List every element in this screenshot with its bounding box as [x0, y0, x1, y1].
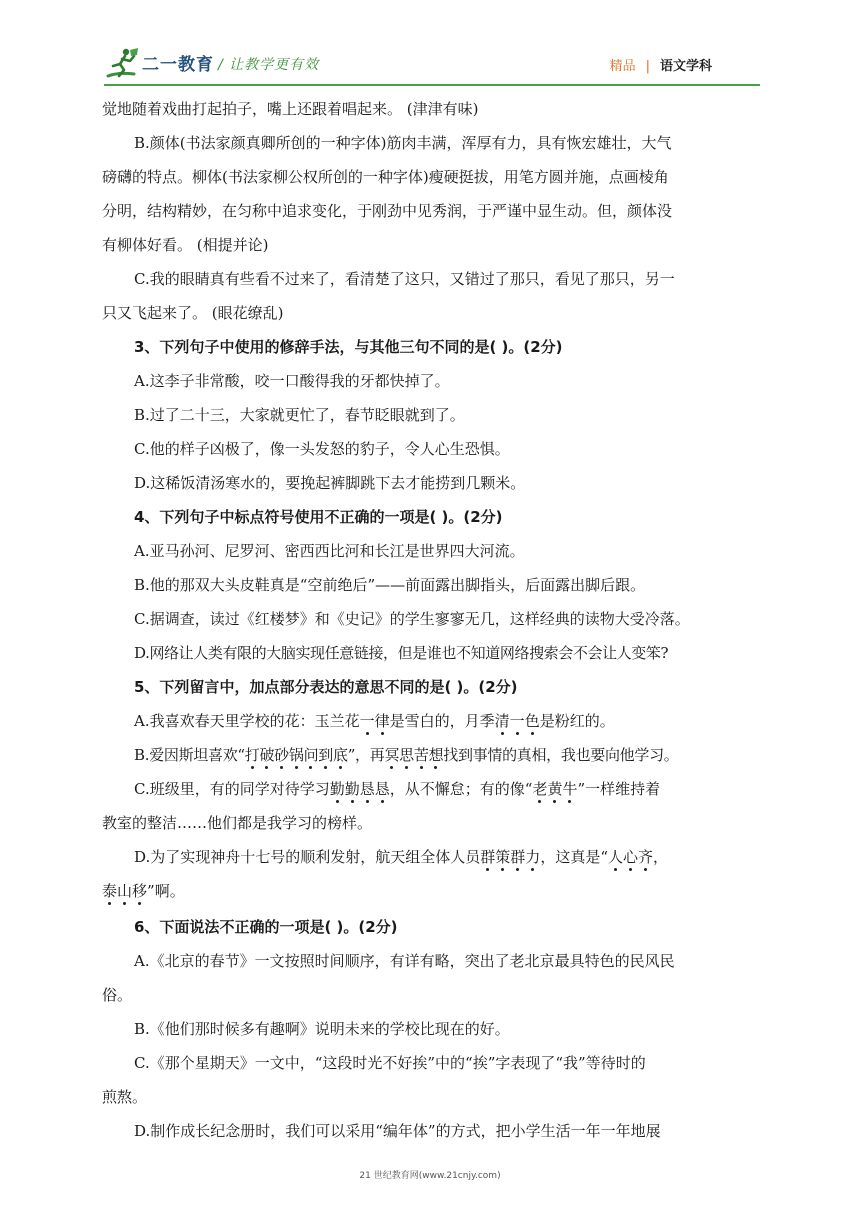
emphasis-char: 群	[480, 848, 496, 866]
option-a: A.《北京的春节》一文按照时间顺序，有详有略，突出了老北京最具特色的民风民	[134, 952, 675, 970]
emphasis-char: 群	[510, 848, 526, 866]
option-c: C.《那个星期天》一文中，“这段时光不好挨”中的“挨”字表现了“我”等待时的	[134, 1054, 646, 1072]
tag-separator: |	[645, 59, 650, 74]
subject-tag	[610, 55, 712, 74]
question-4-title: 4、下列句子中标点符号使用不正确的一项是( )。(2分)	[134, 508, 503, 526]
text-span: ，这真是“	[540, 848, 608, 866]
option-d: D.这稀饭清汤寒水的，要挽起裤脚跳下去才能捞到几颗米。	[134, 474, 526, 492]
dotted-phrase	[495, 712, 540, 730]
text-line: 觉地随着戏曲打起拍子，嘴上还跟着唱起来。 (津津有味)	[102, 100, 479, 118]
subject-label: 语文学科	[659, 59, 712, 74]
dotted-phrase	[384, 746, 443, 764]
emphasis-char: 打	[244, 746, 260, 764]
emphasis-char: 恳	[359, 780, 375, 798]
text-span: 是雪白的，月季	[389, 712, 495, 730]
option-a: A.这李子非常酸，咬一口酸得我的牙都快掉了。	[134, 372, 450, 390]
quality-label: 精品	[609, 59, 636, 74]
text-line: 只又飞起来了。 (眼花缭乱)	[102, 304, 284, 322]
document-body	[102, 92, 762, 1148]
dotted-phrase	[330, 780, 390, 798]
option-a: A.亚马孙河、尼罗河、密西西比河和长江是世界四大河流。	[134, 542, 525, 560]
text-span: ”啊。	[147, 882, 185, 900]
text-line: 俗。	[102, 986, 133, 1004]
header-rule	[104, 84, 760, 86]
emphasis-char: 恳	[374, 780, 390, 798]
emphasis-char: 砂	[274, 746, 289, 764]
text-span: B.爱因斯坦喜欢“	[134, 746, 245, 764]
page-footer: 21 世纪教育网(www.21cnjy.com)	[359, 1171, 501, 1181]
emphasis-char: 泰	[102, 882, 118, 900]
emphasis-char: 牛	[562, 780, 578, 798]
text-span: ”，再	[347, 746, 385, 764]
emphasis-char: 问	[303, 746, 319, 764]
text-line	[102, 874, 762, 908]
emphasis-char: 策	[495, 848, 511, 866]
emphasis-char: 锅	[288, 746, 304, 764]
logo	[104, 46, 224, 82]
text-line: 煎熬。	[102, 1088, 148, 1106]
emphasis-char: 一	[509, 712, 525, 730]
emphasis-char: 勤	[329, 780, 345, 798]
option-a	[102, 704, 762, 738]
text-line: B.颜体(书法家颜真卿所创的一种字体)筋肉丰满，浑厚有力，具有恢宏雄壮，大气	[134, 134, 672, 152]
emphasis-char: 齐	[638, 848, 654, 866]
emphasis-char: 苦	[413, 746, 429, 764]
question-5-title: 5、下列留言中，加点部分表达的意思不同的是( )。(2分)	[134, 678, 518, 696]
text-line: 分明，结构精妙，在匀称中追求变化，于刚劲中见秀润，于严谨中显生动。但，颜体没	[102, 202, 673, 220]
dotted-phrase	[532, 780, 577, 798]
emphasis-char: 老	[532, 780, 548, 798]
emphasis-char: 清	[494, 712, 510, 730]
text-line: 磅礴的特点。柳体(书法家柳公权所创的一种字体)瘦硬挺拔，用笔方圆并施，点画棱角	[102, 168, 669, 186]
emphasis-char: 破	[259, 746, 275, 764]
option-c	[102, 772, 762, 806]
option-c: C.他的样子凶极了，像一头发怒的豹子，令人心生恐惧。	[134, 440, 510, 458]
emphasis-char: 想	[428, 746, 444, 764]
text-span: 找到事情的真相，我也要向他学习。	[443, 746, 679, 764]
option-c: C.据调查，读过《红楼梦》和《史记》的学生寥寥无几，这样经典的读物大受冷落。	[134, 610, 690, 628]
text-span: D.为了实现神舟十七号的顺利发射，航天组全体人员	[134, 848, 481, 866]
emphasis-char: 一	[359, 712, 375, 730]
emphasis-char: 色	[524, 712, 540, 730]
option-b: B.过了二十三，大家就更忙了，春节眨眼就到了。	[134, 406, 465, 424]
question-3-title: 3、下列句子中使用的修辞手法，与其他三句不同的是( )。(2分)	[134, 338, 563, 356]
emphasis-char: 山	[117, 882, 133, 900]
text-span: ，	[653, 848, 669, 866]
text-span: A.我喜欢春天里学校的花：玉兰花	[134, 712, 360, 730]
option-d	[102, 840, 762, 874]
slogan: / 让教学更有效	[218, 57, 320, 73]
emphasis-char: 律	[374, 712, 390, 730]
logo-text: 二一教育	[142, 55, 214, 75]
text-span: 是粉红的。	[539, 712, 615, 730]
option-d: D.制作成长纪念册时，我们可以采用“编年体”的方式，把小学生活一年一年地展	[134, 1122, 661, 1140]
option-d: D.网络让人类有限的大脑实现任意链接，但是谁也不知道网络搜索会不会让人变笨?	[134, 644, 669, 662]
option-b: B.《他们那时候多有趣啊》说明未来的学校比现在的好。	[134, 1020, 510, 1038]
page-header	[0, 0, 860, 90]
dotted-phrase	[608, 848, 653, 866]
text-line: 有柳体好看。 (相提并论)	[102, 236, 269, 254]
dotted-phrase	[102, 882, 147, 900]
question-6-title: 6、下面说法不正确的一项是( )。(2分)	[134, 918, 398, 936]
emphasis-char: 力	[525, 848, 541, 866]
dotted-phrase	[245, 746, 348, 764]
text-span: C.班级里，有的同学对待学习	[134, 780, 330, 798]
emphasis-char: 心	[623, 848, 639, 866]
emphasis-char: 移	[132, 882, 148, 900]
text-line: 教室的整洁……他们都是我学习的榜样。	[102, 814, 373, 832]
dotted-phrase	[480, 848, 540, 866]
emphasis-char: 思	[399, 746, 414, 764]
text-span: ，从不懈怠；有的像“	[389, 780, 533, 798]
running-figure-icon	[104, 46, 140, 80]
emphasis-char: 黄	[547, 780, 563, 798]
option-b: B.他的那双大头皮鞋真是“空前绝后”——前面露出脚指头，后面露出脚后跟。	[134, 576, 646, 594]
text-span: ”一样维持着	[577, 780, 661, 798]
dotted-phrase	[360, 712, 390, 730]
emphasis-char: 人	[608, 848, 624, 866]
emphasis-char: 到	[318, 746, 333, 764]
emphasis-char: 冥	[384, 746, 400, 764]
emphasis-char: 勤	[344, 780, 360, 798]
text-line: C.我的眼睛真有些看不过来了，看清楚了这只，又错过了那只，看见了那只，另一	[134, 270, 675, 288]
emphasis-char: 底	[332, 746, 348, 764]
option-b	[102, 738, 762, 772]
